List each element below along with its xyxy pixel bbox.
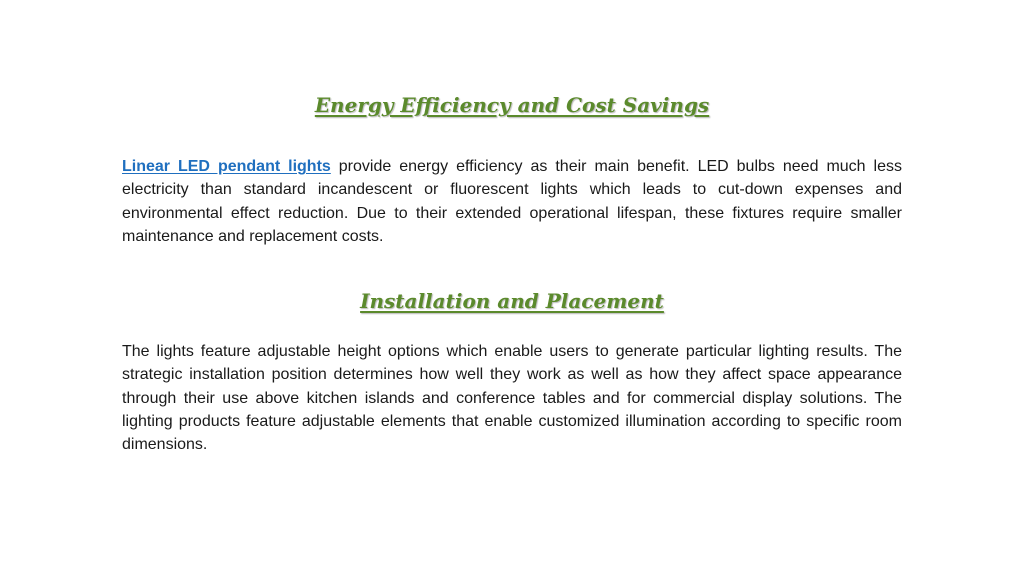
section-heading-installation: Installation and Placement <box>360 289 664 313</box>
paragraph-installation <box>122 340 902 456</box>
linear-led-pendant-lights-link[interactable]: Linear LED pendant lights <box>122 158 331 175</box>
paragraph-energy-efficiency <box>122 155 902 248</box>
paragraph-energy-efficiency-text: provide energy efficiency as their main benefit. LED bulbs need much less electricity than standard incandescent or fluorescent lights which leads to cut-down expenses and environmental effect reduction. Due to their extended operational lifespan, these fixtures require smaller maintenance and replacement costs. <box>122 158 902 245</box>
section-heading-energy-efficiency: Energy Efficiency and Cost Savings <box>314 93 710 117</box>
paragraph-installation-text: The lights feature adjustable height options which enable users to generate particular lighting results. The strategic installation position determines how well they work as well as how they affect space appearance through their use above kitchen islands and conference tables and for commercial display solutions. The lighting products feature adjustable elements that enable customized illumination according to specific room dimensions. <box>122 343 902 454</box>
